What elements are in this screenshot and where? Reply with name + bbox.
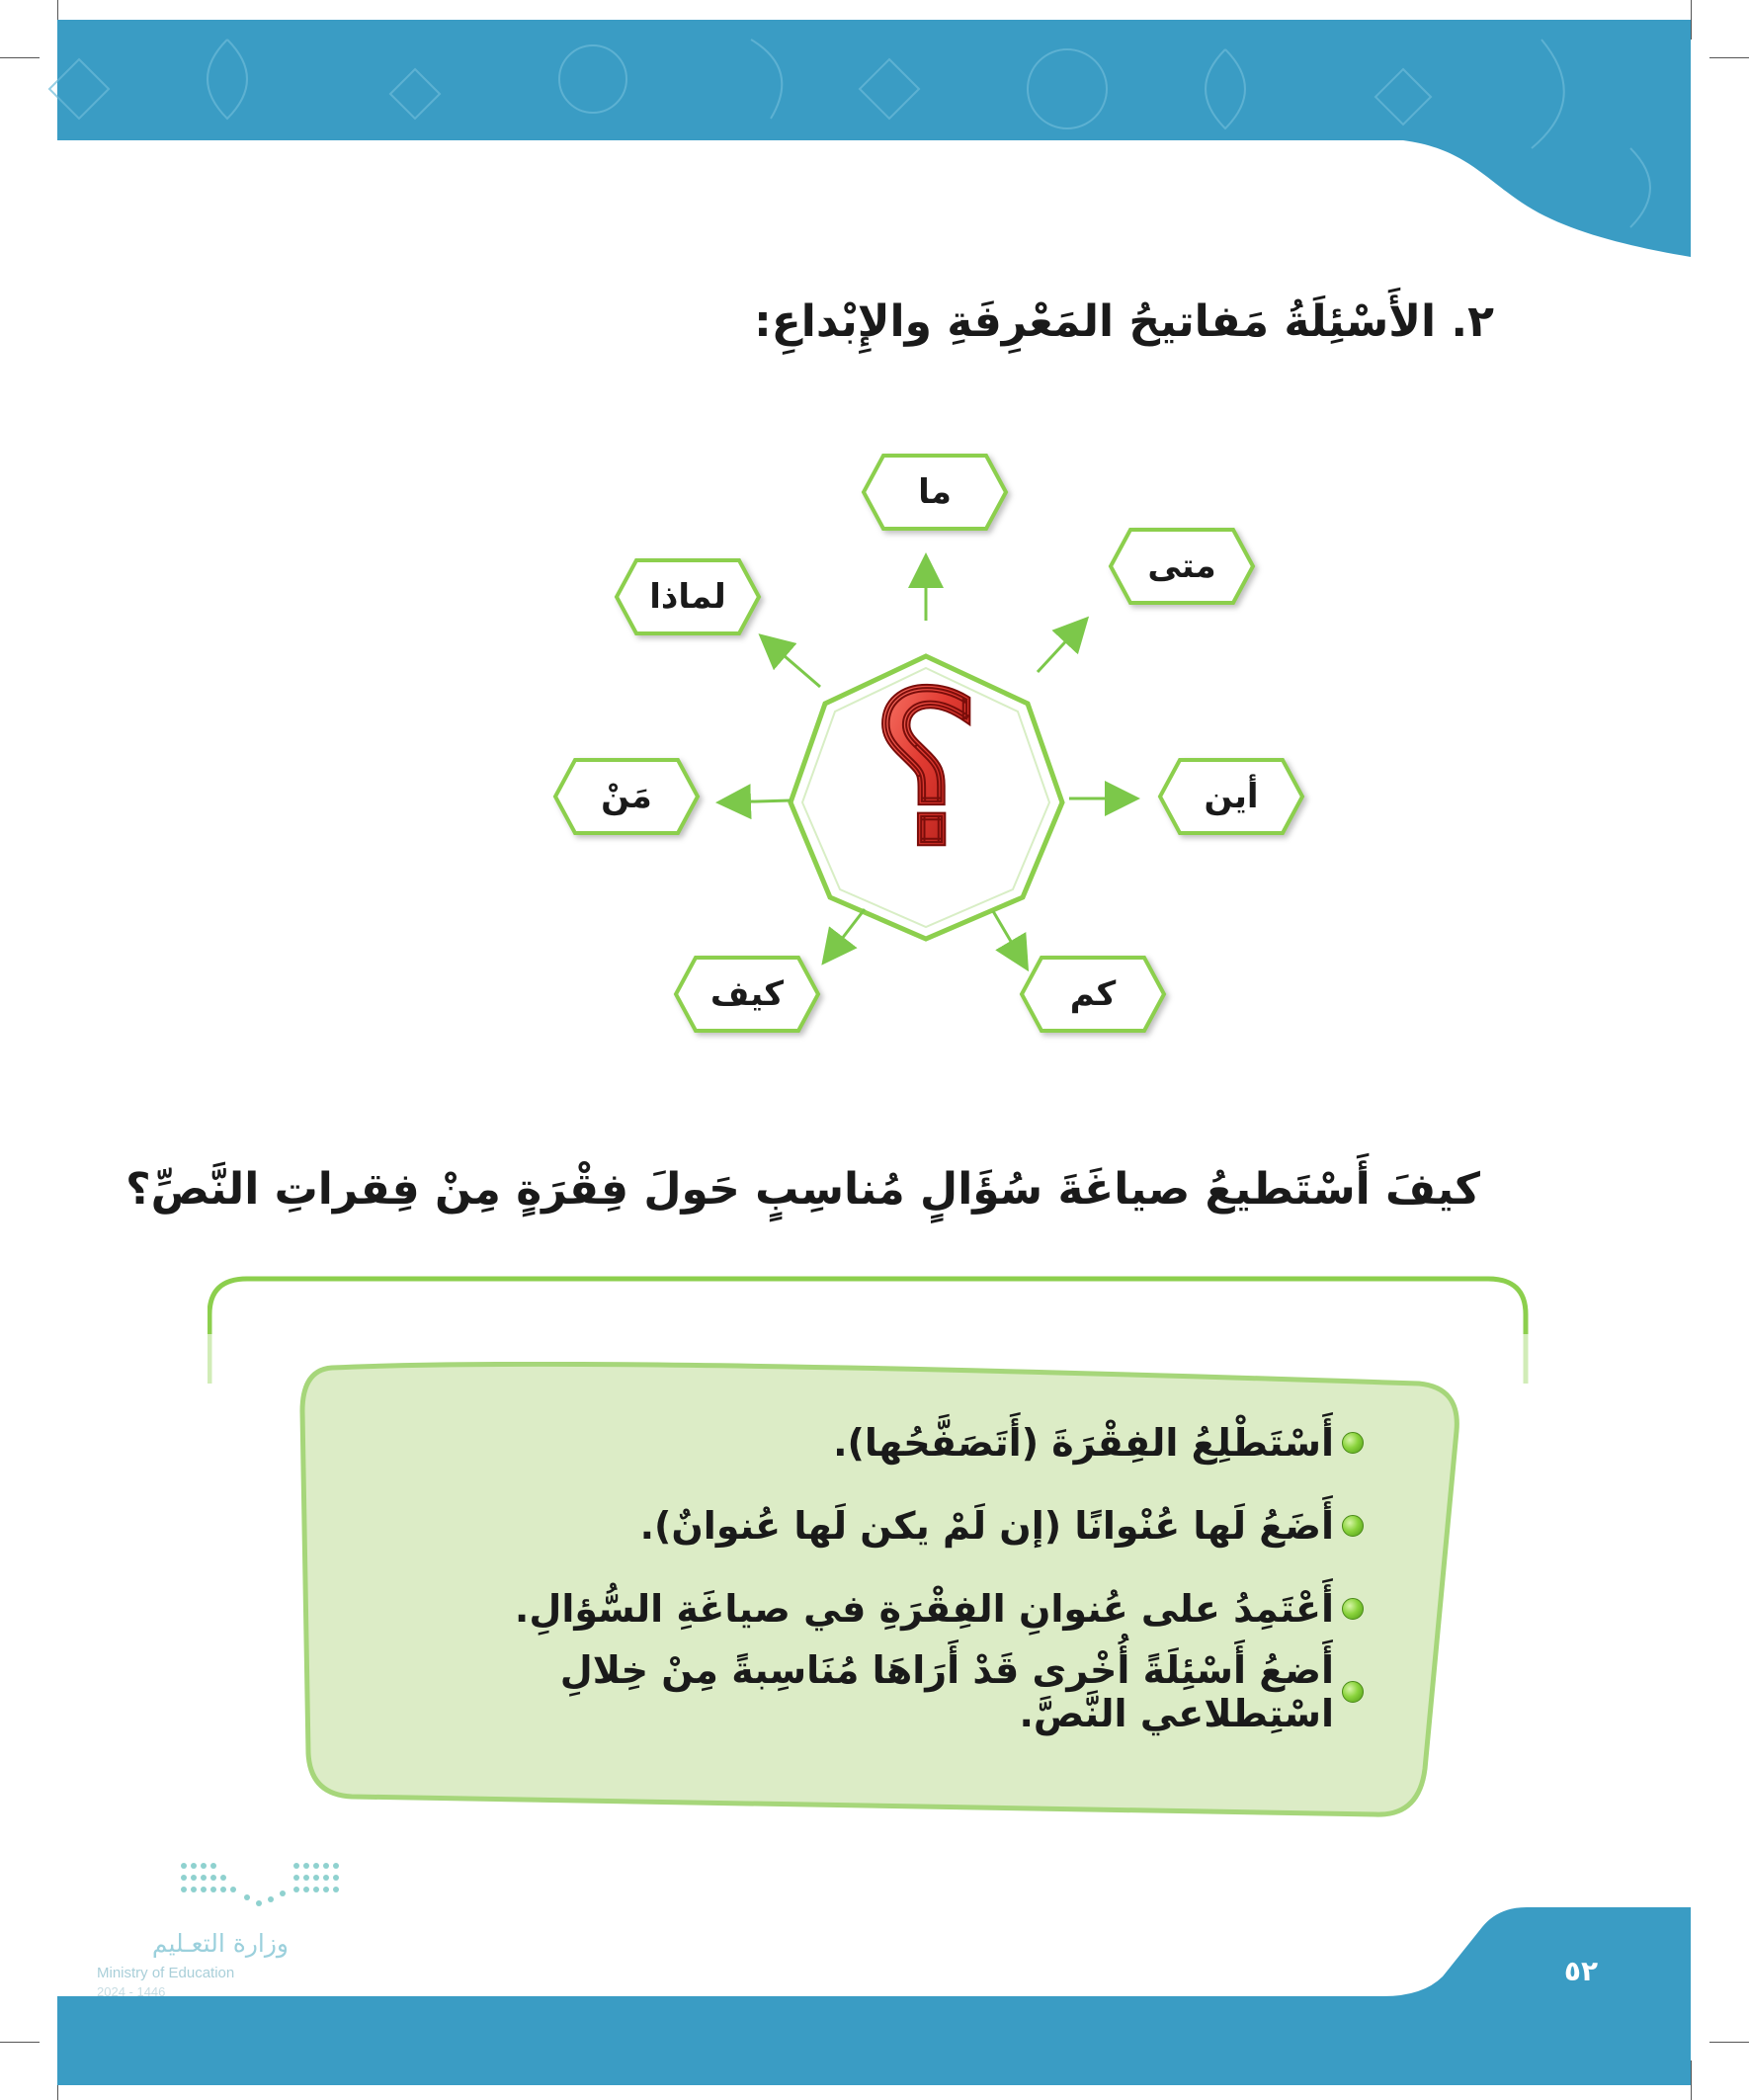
step-item: أَضعُ أَسْئِلَةً أُخْرى قَدْ أَرَاهَا مُنَاسِبةً مِنْ خِلالِ اسْتِطلاعي النَّصَّ. [375,1650,1364,1733]
question-word-kayfa: كيف [674,954,820,1035]
bullet-icon [1342,1515,1364,1537]
guiding-question: كيفَ أَسْتَطيعُ صياغَةَ سُؤَالٍ مُناسِبٍ حَولَ فِقْرَةٍ مِنْ فِقراتِ النَّصِّ؟ [125,1164,1480,1215]
logo-dots-icon [178,1858,356,1917]
question-mark-symbol: ؟ [871,647,981,891]
step-item: أَسْتَطْلِعُ الفِقْرَةَ (أَتَصَفَّحُها). [375,1401,1364,1484]
section-title: ٢. الأَسْئِلَةُ مَفاتيحُ المَعْرِفَةِ والإِبْداعِ: [754,296,1494,347]
logo-english-text: Ministry of Education [97,1965,235,1981]
step-item: أَعْتَمِدُ على عُنوانِ الفِقْرَةِ في صياغَةِ السُّؤالِ. [375,1567,1364,1650]
question-word-ma: ما [862,452,1008,533]
bullet-icon [1342,1598,1364,1620]
step-item: أَضَعُ لَها عُنْوانًا (إن لَمْ يكن لَها عُنوانٌ). [375,1484,1364,1567]
steps-list [375,1401,1364,1733]
bullet-icon [1342,1432,1364,1454]
logo-arabic-text: وزارة التعـليم [151,1929,289,1958]
question-word-mata: متى [1109,526,1255,607]
question-word-limatha: لماذا [615,556,761,637]
bullet-icon [1342,1681,1364,1703]
question-word-kam: كم [1020,954,1166,1035]
top-banner [0,0,1749,257]
question-word-ayna: أين [1158,756,1304,837]
page-number: ٥٢ [1563,1955,1599,1987]
question-word-man: مَنْ [553,756,700,837]
logo-year-text: 2024 - 1446 [97,1984,166,1999]
question-words-diagram [0,435,1749,1107]
ministry-logo [91,1858,368,2006]
